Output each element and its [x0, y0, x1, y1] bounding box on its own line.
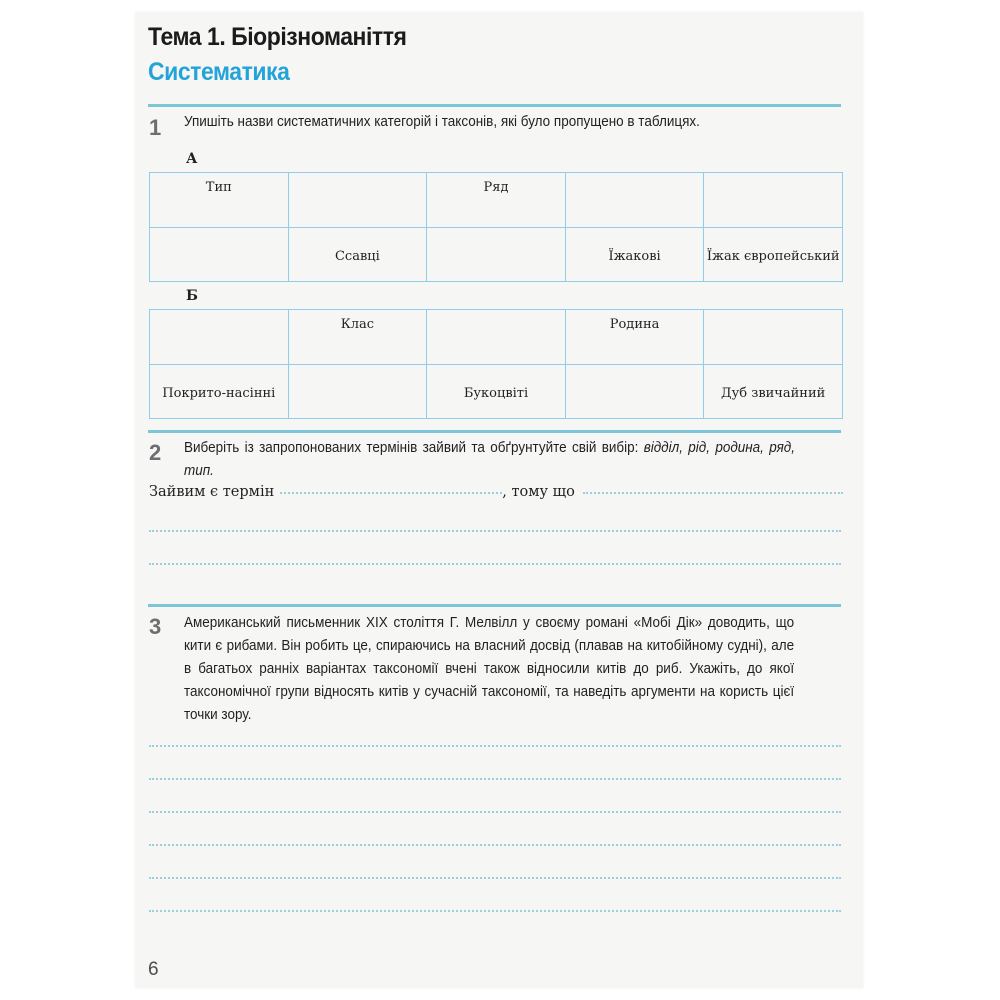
answer-line[interactable] — [149, 811, 841, 813]
task-2-question: Виберіть із запропонованих термінів зайвий та обґрунтуйте свій вибір: — [184, 440, 644, 456]
answer-line[interactable] — [149, 530, 841, 532]
workbook-page — [135, 12, 863, 988]
table-cell[interactable] — [565, 365, 704, 419]
task-3-text: Американський письменник XIX століття Г. Мелвілл у своєму романі «Мобі Дік» доводить, що кити є рибами. Він робить це, спираючись на власний досвід (плавав на китобійному судні), але в багатьох ранніх варіантах таксономії вчені також відносили китів до риб. Укажіть, до якої таксономічної групи відносять китів у сучасній таксономії, та наведіть аргументи на користь цієї точки зору. — [184, 615, 795, 723]
answer-prefix: Зайвим є термін — [149, 484, 275, 500]
task-3-divider — [148, 604, 841, 607]
table-b — [149, 309, 843, 419]
section-subtitle: Систематика — [148, 58, 290, 86]
table-a — [149, 172, 843, 282]
task-2-number: 2 — [149, 440, 162, 465]
table-row — [150, 228, 843, 282]
answer-line[interactable] — [149, 910, 841, 912]
table-cell[interactable] — [150, 228, 289, 282]
table-cell[interactable]: Букоцвіті — [427, 365, 566, 419]
answer-line[interactable] — [149, 563, 841, 565]
answer-term-field[interactable] — [280, 492, 502, 494]
page-number: 6 — [148, 959, 159, 980]
answer-line[interactable] — [149, 844, 841, 846]
answer-middle: , тому що — [502, 484, 575, 500]
table-b-label: Б — [186, 288, 198, 304]
table-cell[interactable]: Ряд — [427, 173, 566, 228]
table-row — [150, 173, 843, 228]
answer-line[interactable] — [149, 877, 841, 879]
task-1-text: Упишіть назви систематичних категорій і таксонів, які було пропущено в таблицях. — [184, 114, 700, 130]
table-cell[interactable] — [704, 173, 843, 228]
table-cell[interactable] — [427, 228, 566, 282]
page-title: Тема 1. Біорізноманіття — [148, 23, 407, 51]
table-cell[interactable] — [565, 173, 704, 228]
task-1-number: 1 — [149, 115, 162, 140]
table-cell[interactable]: Родина — [565, 310, 704, 365]
table-row — [150, 365, 843, 419]
table-cell[interactable]: Їжакові — [565, 228, 704, 282]
table-cell[interactable] — [704, 310, 843, 365]
table-cell[interactable] — [427, 310, 566, 365]
answer-reason-field[interactable] — [583, 492, 843, 494]
task-3-number: 3 — [149, 614, 162, 639]
table-cell[interactable]: Ссавці — [288, 228, 427, 282]
table-cell[interactable]: Тип — [150, 173, 289, 228]
table-cell[interactable] — [288, 365, 427, 419]
task-2-answer-row — [149, 484, 843, 500]
task-2-divider — [148, 430, 841, 433]
task-2-text — [184, 437, 795, 483]
table-cell[interactable] — [288, 173, 427, 228]
table-a-label: А — [186, 151, 198, 167]
table-cell[interactable] — [150, 310, 289, 365]
task-2-terms: відділ, рід, родина, ряд, тип. — [184, 440, 796, 479]
table-cell[interactable]: Покрито-насінні — [150, 365, 289, 419]
table-cell[interactable]: Їжак європейський — [704, 228, 843, 282]
table-row — [150, 310, 843, 365]
table-cell[interactable]: Клас — [288, 310, 427, 365]
table-cell[interactable]: Дуб звичайний — [704, 365, 843, 419]
task-1-divider — [148, 104, 841, 107]
answer-line[interactable] — [149, 778, 841, 780]
answer-line[interactable] — [149, 745, 841, 747]
